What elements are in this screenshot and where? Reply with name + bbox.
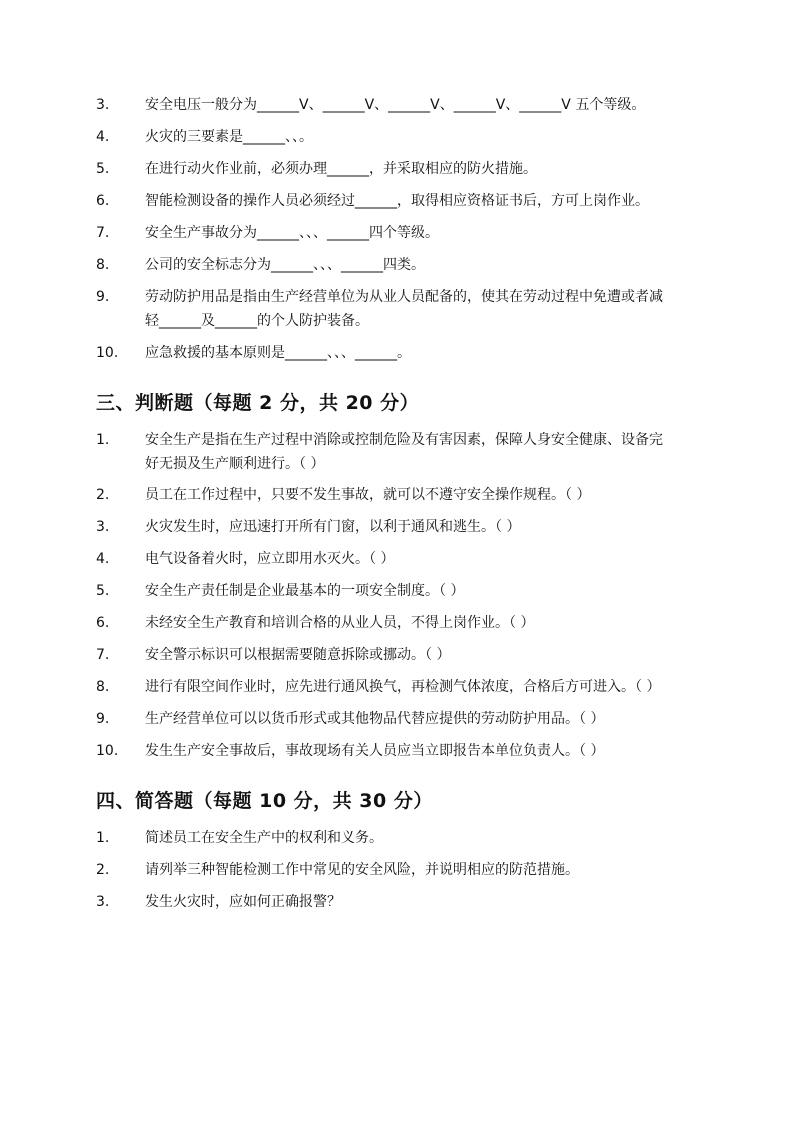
question-text: 在进行动火作业前，必须办理______，并采取相应的防火措施。 [145, 161, 537, 177]
question-number: 7. [96, 225, 110, 241]
question-text: 电气设备着火时，应立即用水灭火。（ ） [145, 551, 395, 567]
question-number: 10. [96, 743, 119, 759]
question-text: 安全生产事故分为______、、、______四个等级。 [145, 225, 439, 241]
section-heading-true-false: 三、判断题（每题 2 分，共 20 分） [96, 392, 420, 414]
question-text: 安全电压一般分为______V、______V、______V、______V、______V 五个等级。 [145, 97, 646, 113]
question-number: 7. [96, 647, 110, 663]
question-number: 10. [96, 345, 119, 361]
question-text: 智能检测设备的操作人员必须经过______，取得相应资格证书后，方可上岗作业。 [145, 193, 649, 209]
question-text: 安全警示标识可以根据需要随意拆除或挪动。（ ） [145, 647, 451, 663]
question-text: 火灾的三要素是______、、。 [145, 129, 313, 145]
question-text: 火灾发生时，应迅速打开所有门窗，以利于通风和逃生。（ ） [145, 519, 521, 535]
question-number: 6. [96, 193, 110, 209]
question-number: 6. [96, 615, 110, 631]
question-number: 9. [96, 711, 110, 727]
question-text: 员工在工作过程中，只要不发生事故，就可以不遵守安全操作规程。（ ） [145, 487, 591, 503]
question-text-line2: 轻______及______的个人防护装备。 [145, 313, 369, 329]
question-text: 发生生产安全事故后，事故现场有关人员应当立即报告本单位负责人。（ ） [145, 743, 605, 759]
question-number: 5. [96, 161, 110, 177]
question-text: 生产经营单位可以以货币形式或其他物品代替应提供的劳动防护用品。（ ） [145, 711, 605, 727]
question-text: 简述员工在安全生产中的权利和义务。 [145, 830, 383, 846]
question-text-line1: 劳动防护用品是指由生产经营单位为从业人员配备的，使其在劳动过程中免遭或者减 [145, 289, 663, 305]
question-text-line2: 好无损及生产顺利进行。（ ） [145, 456, 325, 472]
question-text: 发生火灾时，应如何正确报警？ [145, 894, 341, 910]
question-number: 2. [96, 487, 110, 503]
question-text: 请列举三种智能检测工作中常见的安全风险，并说明相应的防范措施。 [145, 862, 579, 878]
question-number: 8. [96, 257, 110, 273]
section-heading-short-answer: 四、简答题（每题 10 分，共 30 分） [96, 790, 433, 812]
question-text: 未经安全生产教育和培训合格的从业人员，不得上岗作业。（ ） [145, 615, 535, 631]
question-number: 9. [96, 289, 110, 305]
question-text: 公司的安全标志分为______、、、______四类。 [145, 257, 425, 273]
question-number: 4. [96, 551, 110, 567]
question-number: 5. [96, 583, 110, 599]
question-number: 1. [96, 432, 110, 448]
question-number: 1. [96, 830, 110, 846]
question-text: 进行有限空间作业时，应先进行通风换气，再检测气体浓度，合格后方可进入。（ ） [145, 679, 661, 695]
question-number: 8. [96, 679, 110, 695]
question-number: 2. [96, 862, 110, 878]
question-number: 4. [96, 129, 110, 145]
question-text-line1: 安全生产是指在生产过程中消除或控制危险及有害因素，保障人身安全健康、设备完 [145, 432, 663, 448]
question-text: 安全生产责任制是企业最基本的一项安全制度。（ ） [145, 583, 465, 599]
question-number: 3. [96, 894, 110, 910]
question-number: 3. [96, 519, 110, 535]
question-number: 3. [96, 97, 110, 113]
question-text: 应急救援的基本原则是______、、、______。 [145, 345, 411, 361]
